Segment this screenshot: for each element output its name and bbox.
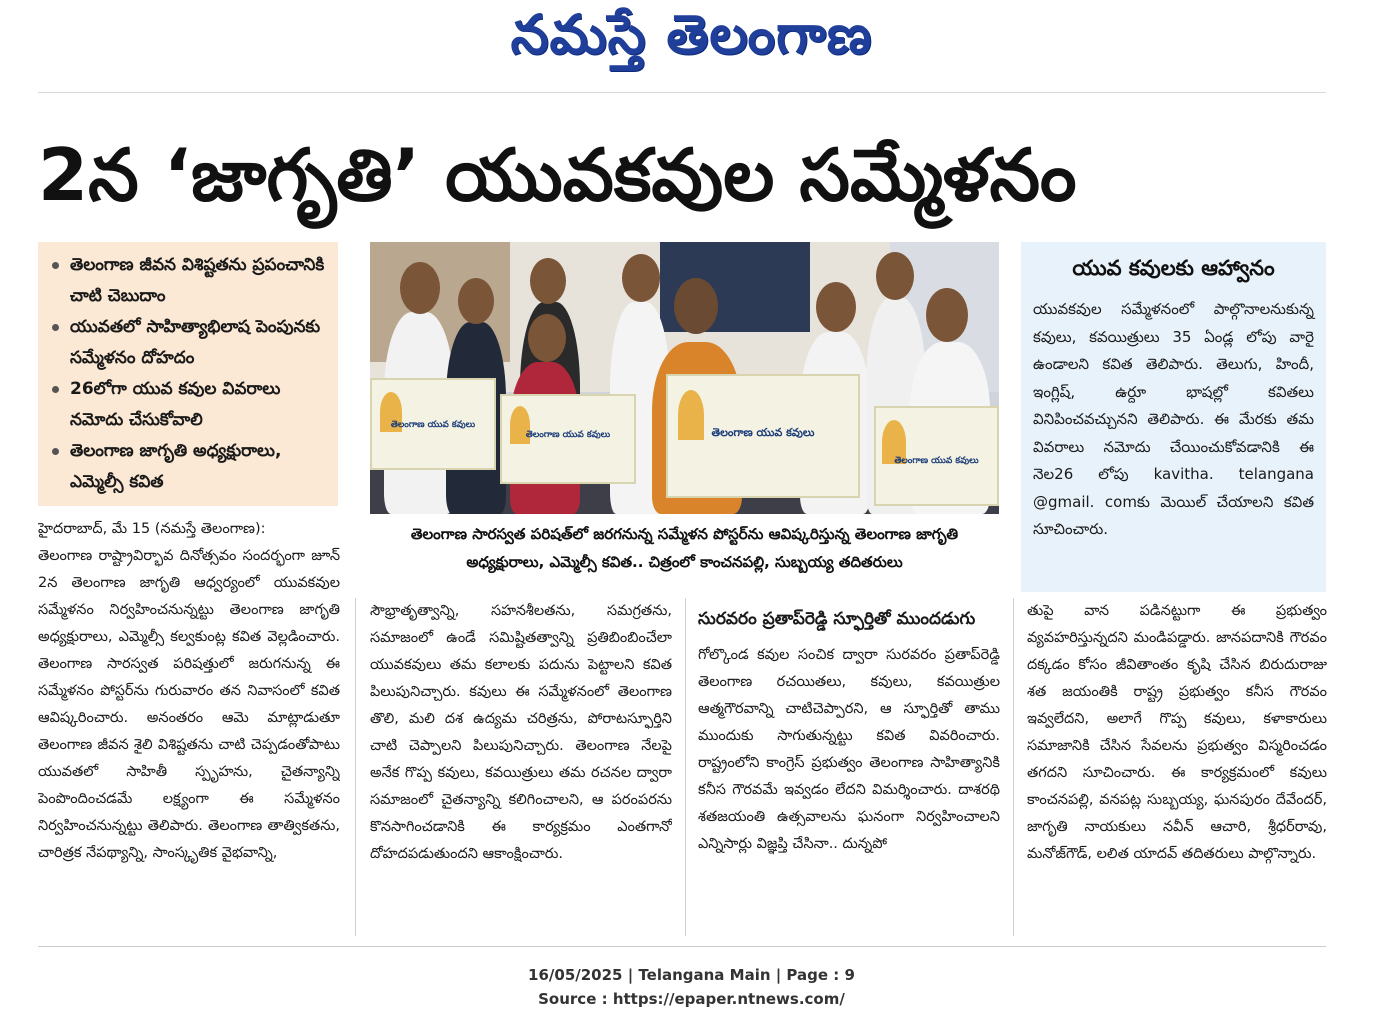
highlight-text: 26లోగా యువ కవుల వివరాలు నమోదు చేసుకోవాలి — [70, 379, 281, 430]
highlight-item — [48, 312, 332, 374]
article-column-2 — [370, 598, 672, 938]
poster-left — [370, 378, 496, 470]
poster-center — [666, 374, 860, 498]
poster-title: తెలంగాణ యువ కవులు — [390, 420, 476, 430]
highlight-item — [48, 374, 332, 436]
news-photo — [370, 242, 999, 514]
article-column-1 — [38, 516, 340, 931]
article-column-3 — [698, 598, 1000, 938]
article-text: తుపై వాన పడినట్టుగా ఈ ప్రభుత్వం వ్యవహరిస్తున్నదని మండిపడ్డారు. జానపదానికి గౌరవం దక్కడం కోసం జీవితాంతం కృషి చేసిన బిరుదురాజు శత జయంతికి రాష్ట్ర ప్రభుత్వం కనీస గౌరవం ఇవ్వలేదని, అలాగే గొప్ప కవులు, కళాకారులు సమాజానికి చేసిన సేవలను ప్రభుత్వం విస్మరించడం తగదని సూచించారు. ఈ కార్యక్రమంలో కవులు కాంచనపల్లి, వనపట్ల సుబ్బయ్య, ఘనపురం దేవేందర్, జాగృతి నాయకులు నవీన్ ఆచారి, శ్రీధర్‌రావు, మనోజ్‌గౌడ్, లలిత యాదవ్ తదితరులు పాల్గొన్నారు. — [1027, 603, 1327, 862]
dateline: హైదరాబాద్, మే 15 (నమస్తే తెలంగాణ): — [38, 521, 266, 537]
column-divider — [355, 598, 356, 936]
subheading: సురవరం ప్రతాప్‌రెడ్డి స్ఫూర్తితో ముందడుగు — [698, 609, 976, 629]
person-head — [622, 254, 660, 302]
person-head — [458, 278, 494, 324]
poster-right — [874, 406, 999, 506]
highlights-box — [38, 242, 338, 506]
person-head — [674, 278, 718, 334]
person-head — [400, 262, 440, 314]
person-head — [816, 282, 856, 332]
bullet-icon — [52, 386, 59, 393]
highlight-text: యువతలో సాహిత్యాభిలాష పెంపునకు సమ్మేళనం దోహదం — [70, 317, 321, 368]
sidebar-box — [1021, 242, 1326, 592]
highlight-text: తెలంగాణ జీవన విశిష్టతను ప్రపంచానికి చాటి చెబుదాం — [70, 255, 325, 306]
highlights-list — [48, 250, 332, 498]
photo-caption: తెలంగాణ సారస్వత పరిషత్‌లో జరగనున్న సమ్మేళన పోస్టర్‌ను ఆవిష్కరిస్తున్న తెలంగాణ జాగృతి అధ్యక్షురాలు, ఎమ్మెల్సీ కవిత.. చిత్రంలో కాంచనపల్లి, సుబ్బయ్య తదితరులు — [410, 525, 959, 571]
poster-title: తెలంగాణ యువ కవులు — [711, 426, 815, 439]
bullet-icon — [52, 324, 59, 331]
column-divider — [1013, 598, 1014, 936]
highlight-item — [48, 436, 332, 498]
footer-edition-info: 16/05/2025 | Telangana Main | Page : 9 — [528, 966, 855, 984]
article-text: సౌభ్రాతృత్వాన్ని, సహనశీలతను, సమగ్రతను, సమాజంలో ఉండే సమిష్టితత్వాన్ని ప్రతిబింబించేలా యువకవులు తమ కలాలకు పదును పెట్టాలని కవిత పిలుపునిచ్చారు. కవులు ఈ సమ్మేళనంలో తెలంగాణ తొలి, మలి దశ ఉద్యమ చరిత్రను, పోరాటస్ఫూర్తిని చాటి చెప్పాలని పిలుపునిచ్చారు. తెలంగాణ నేలపై అనేక గొప్ప కవులు, కవయిత్రులు తమ రచనల ద్వారా సమాజంలో చైతన్యాన్ని కలిగించాలని, ఆ పరంపరను కొనసాగించడానికి ఈ కార్యక్రమం ఎంతగానో దోహదపడుతుందని ఆకాంక్షించారు. — [370, 603, 672, 862]
masthead-text: నమస్తే తెలంగాణ — [510, 2, 873, 66]
sidebar-body: యువకవుల సమ్మేళనంలో పాల్గొనాలనుకున్న కవులు, కవయిత్రులు 35 ఏండ్ల లోపు వారై ఉండాలని కవిత తెలిపారు. తెలుగు, హిందీ, ఇంగ్లిష్, ఉర్దూ భాషల్లో కవితలు వినిపించవచ్చునని తెలిపారు. ఈ మేరకు తమ వివరాలు నమోదు చేయించుకోవడానికి ఈ నెల26 లోపు kavitha. telangana @gmail. comకు మెయిల్ చేయాలని కవిత సూచించారు. — [1033, 300, 1314, 538]
person-head — [876, 252, 914, 300]
person-head — [926, 288, 968, 342]
footer-source-link[interactable]: Source : https://epaper.ntnews.com/ — [538, 990, 845, 1008]
bullet-icon — [52, 448, 59, 455]
top-divider — [38, 92, 1326, 93]
sidebar-title: యువ కవులకు ఆహ్వానం — [1072, 256, 1275, 280]
poster-center-left — [500, 394, 636, 484]
headline: 2న ‘జాగృతి’ యువకవుల సమ్మేళనం — [38, 133, 1077, 217]
highlight-item — [48, 250, 332, 312]
person-head — [530, 258, 566, 304]
bullet-icon — [52, 262, 59, 269]
person-head — [528, 314, 566, 362]
poster-title: తెలంగాణ యువ కవులు — [525, 430, 611, 440]
column-divider — [685, 598, 686, 936]
masthead-logo — [0, 2, 1383, 80]
article-column-4 — [1027, 598, 1327, 938]
article-text: తెలంగాణ రాష్ట్రావిర్భావ దినోత్సవం సందర్భంగా జూన్ 2న తెలంగాణ జాగృతి ఆధ్వర్యంలో యువకవుల సమ్మేళనం నిర్వహించనున్నట్టు తెలంగాణ జాగృతి అధ్యక్షురాలు, ఎమ్మెల్సీ కల్వకుంట్ల కవిత వెల్లడించారు. తెలంగాణ సారస్వత పరిషత్తులో జరుగనున్న ఈ సమ్మేళనం పోస్టర్‌ను గురువారం తన నివాసంలో కవిత ఆవిష్కరించారు. అనంతరం ఆమె మాట్లాడుతూ తెలంగాణ జీవన శైలి విశిష్టతను చాటి చెప్పడంతోపాటు యువతలో సాహితీ స్పృహను, చైతన్యాన్ని పెంపొందించడమే లక్ష్యంగా ఈ సమ్మేళనం నిర్వహించనున్నట్టు తెలిపారు. తెలంగాణ తాత్వికతను, చారిత్రక నేపథ్యాన్ని, సాంస్కృతిక వైభవాన్ని, — [38, 548, 340, 861]
bottom-divider — [38, 946, 1326, 947]
poster-title: తెలంగాణ యువ కవులు — [894, 456, 979, 466]
highlight-text: తెలంగాణ జాగృతి అధ్యక్షురాలు, ఎమ్మెల్సీ కవిత — [70, 441, 282, 492]
article-text: గోల్కొండ కవుల సంచిక ద్వారా సురవరం ప్రతాప్‌రెడ్డి తెలంగాణ రచయితలు, కవులు, కవయిత్రుల ఆత్మగౌరవాన్ని చాటిచెప్పారని, ఆ స్ఫూర్తితో తాము ముందుకు సాగుతున్నట్టు కవిత వివరించారు. రాష్ట్రంలోని కాంగ్రెస్ ప్రభుత్వం తెలంగాణ సాహిత్యానికి కనీస గౌరవమే ఇవ్వడం లేదని విమర్శించారు. దాశరథి శతజయంతి ఉత్సవాలను ఘనంగా నిర్వహించాలని ఎన్నిసార్లు విజ్ఞప్తి చేసినా.. దున్నపో — [698, 647, 1000, 852]
